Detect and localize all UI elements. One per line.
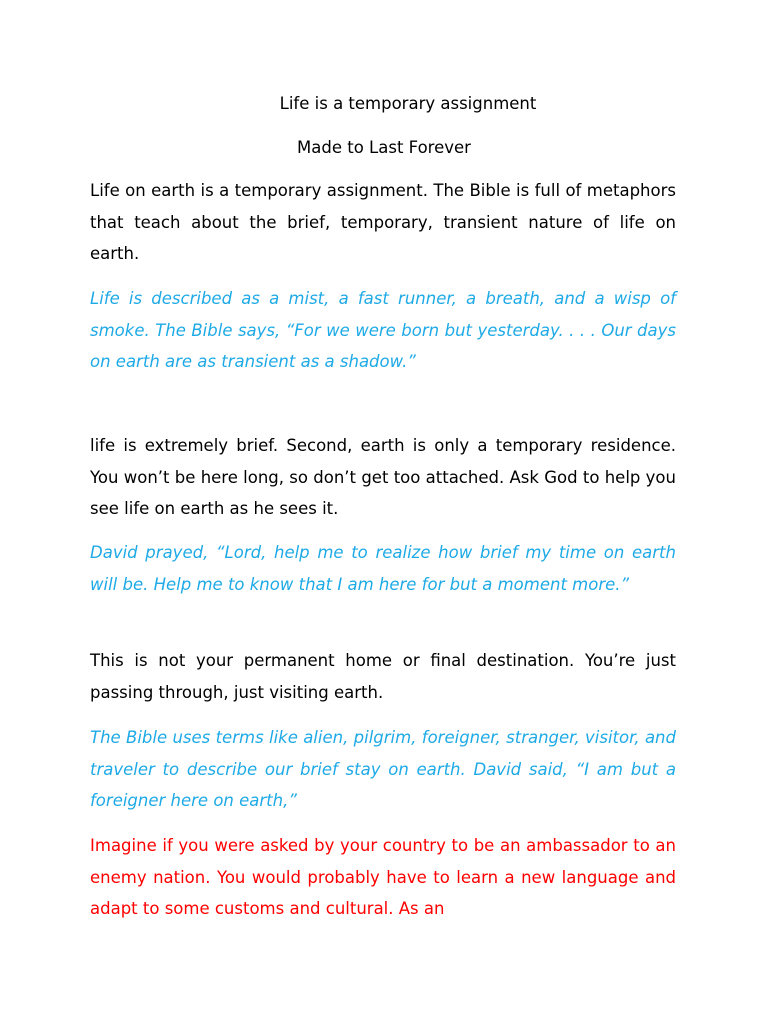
paragraph-ambassador: Imagine if you were asked by your country to be an ambassador to an enemy nation. You would probably have to learn a new language and adapt to some customs and cultural. As an [90, 836, 676, 919]
paragraph-quote-david-prayer: David prayed, “Lord, help me to realize how brief my time on earth will be. Help me to know that I am here for but a moment more.” [90, 543, 676, 594]
paragraph-quote-mist: Life is described as a mist, a fast runner, a breath, and a wisp of smoke. The Bible says, “For we were born but yesterday. . . . Our days on earth are as transient as a shadow.” [90, 289, 676, 372]
document-subtitle: Made to Last Forever [297, 138, 471, 157]
paragraph-brief-life: life is extremely brief. Second, earth is only a temporary residence. You won’t be here long, so don’t get too attached. Ask God to help you see life on earth as he sees it. [90, 436, 676, 519]
document-title: Life is a temporary assignment [279, 94, 537, 113]
paragraph-intro: Life on earth is a temporary assignment. The Bible is full of metaphors that teach about the brief, temporary, transient nature of life on earth. [90, 181, 676, 264]
paragraph-quote-foreigner: The Bible uses terms like alien, pilgrim, foreigner, stranger, visitor, and traveler to describe our brief stay on earth. David said, “I am but a foreigner here on earth,” [90, 728, 676, 811]
paragraph-not-permanent-home: This is not your permanent home or final destination. You’re just passing through, just visiting earth. [90, 651, 676, 702]
